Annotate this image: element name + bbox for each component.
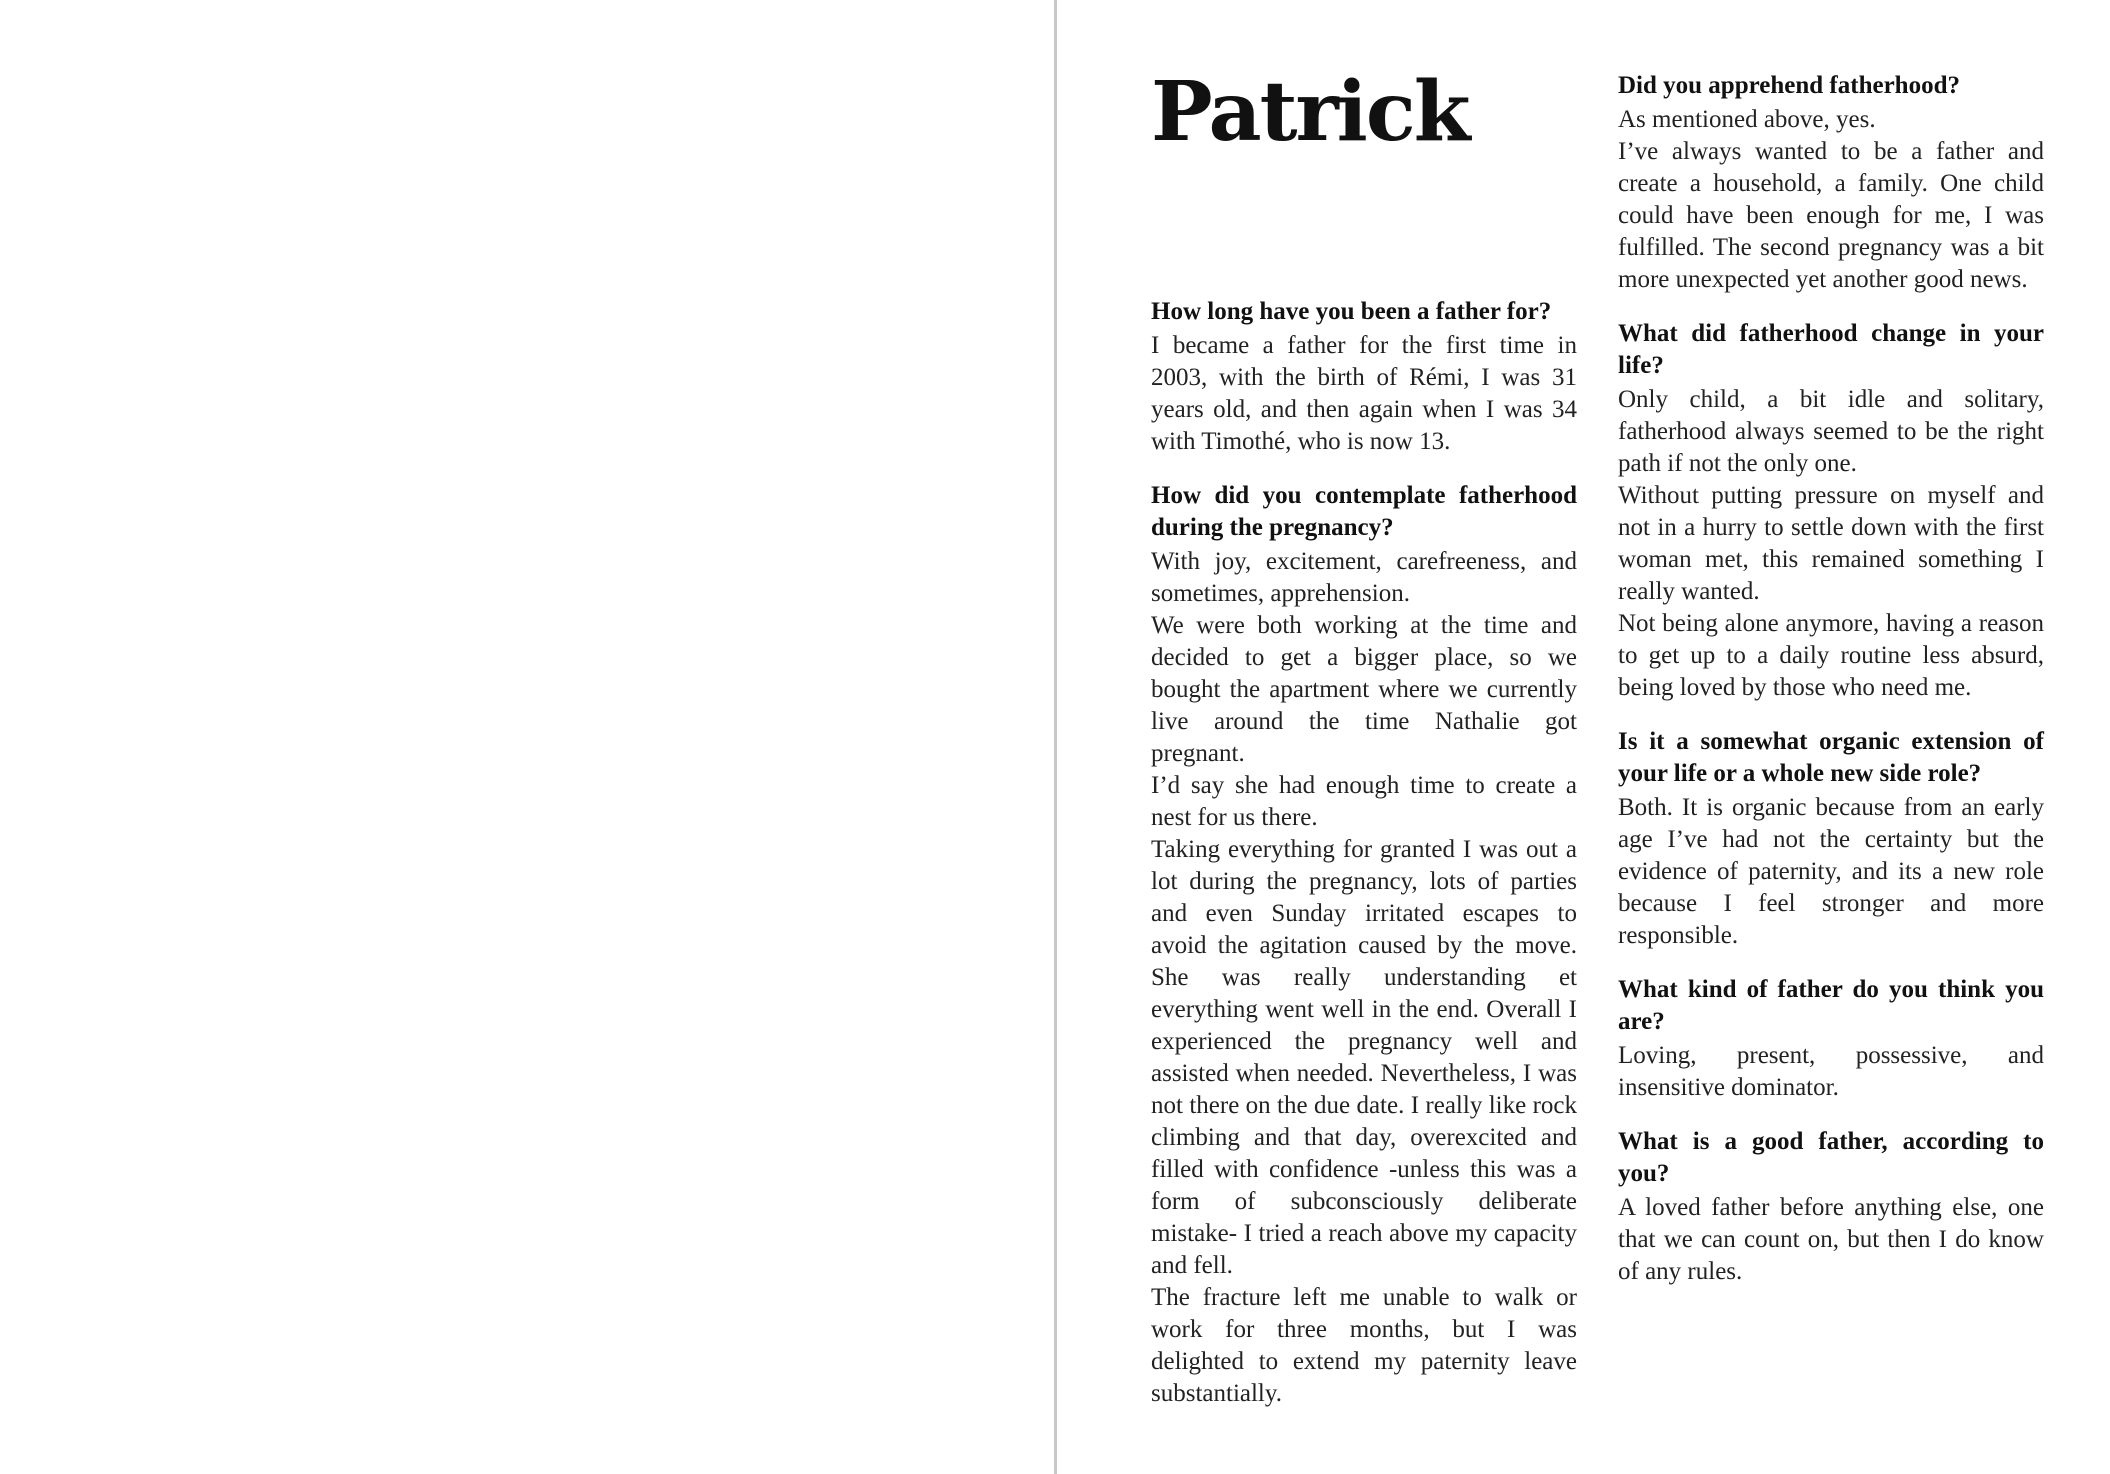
question: What did fatherhood change in your life?	[1618, 320, 2044, 379]
answer-paragraph: Not being alone anymore, having a reason to get up to a daily routine less absurd, being loved by those who need me.	[1618, 610, 2044, 701]
qa-block	[1618, 318, 2044, 704]
answer-paragraph: Without putting pressure on myself and not in a hurry to settle down with the first woman met, this remained something I really wanted.	[1618, 482, 2044, 605]
answer-paragraph: I’d say she had enough time to create a nest for us there.	[1151, 772, 1577, 831]
answer-paragraph: Both. It is organic because from an early age I’ve had not the certainty but the evidence of paternity, and its a new role because I feel stronger and more responsible.	[1618, 794, 2044, 949]
answer-paragraph: The fracture left me unable to walk or work for three months, but I was delighted to extend my paternity leave substantially.	[1151, 1284, 1577, 1407]
answer-paragraph: We were both working at the time and decided to get a bigger place, so we bought the apartment where we currently live around the time Nathalie got pregnant.	[1151, 612, 1577, 767]
answer-paragraph: Only child, a bit idle and solitary, fatherhood always seemed to be the right path if not the only one.	[1618, 386, 2044, 477]
question: How did you contemplate fatherhood during the pregnancy?	[1151, 482, 1577, 541]
answer-paragraph: I became a father for the first time in 2003, with the birth of Rémi, I was 31 years old, and then again when I was 34 with Timothé, who is now 13.	[1151, 332, 1577, 455]
qa-block	[1618, 726, 2044, 952]
answer-paragraph: Taking everything for granted I was out a lot during the pregnancy, lots of parties and even Sunday irritated escapes to avoid the agitation caused by the move. She was really understanding et everything went well in the end. Overall I experienced the pregnancy well and assisted when needed. Nevertheless, I was not there on the due date. I really like rock climbing and that day, overexcited and filled with confidence -unless this was a form of subconsciously deliberate mistake- I tried a reach above my capacity and fell.	[1151, 836, 1577, 1279]
question: Did you apprehend fatherhood?	[1618, 72, 1960, 99]
answer-paragraph: I’ve always wanted to be a father and create a household, a family. One child could have been enough for me, I was fulfilled. The second pregnancy was a bit more unexpected yet another good news.	[1618, 138, 2044, 293]
left-page-blank	[0, 0, 1054, 1474]
question: How long have you been a father for?	[1151, 298, 1552, 325]
qa-block	[1618, 974, 2044, 1104]
page-title: Patrick	[1151, 64, 1469, 160]
qa-block	[1618, 1126, 2044, 1288]
question: Is it a somewhat organic extension of your life or a whole new side role?	[1618, 728, 2044, 787]
qa-block	[1151, 296, 1577, 458]
question: What is a good father, according to you?	[1618, 1128, 2044, 1187]
answer-paragraph: With joy, excitement, carefreeness, and sometimes, apprehension.	[1151, 548, 1577, 607]
interview-column-left	[1151, 296, 1577, 1432]
question: What kind of father do you think you are?	[1618, 976, 2044, 1035]
qa-block	[1618, 70, 2044, 296]
answer-paragraph: As mentioned above, yes.	[1618, 106, 1876, 133]
qa-block	[1151, 480, 1577, 1410]
answer-paragraph: A loved father before anything else, one that we can count on, but then I do know of any rules.	[1618, 1194, 2044, 1285]
answer-paragraph: Loving, present, possessive, and insensitive dominator.	[1618, 1042, 2044, 1101]
interview-column-right	[1618, 70, 2044, 1310]
